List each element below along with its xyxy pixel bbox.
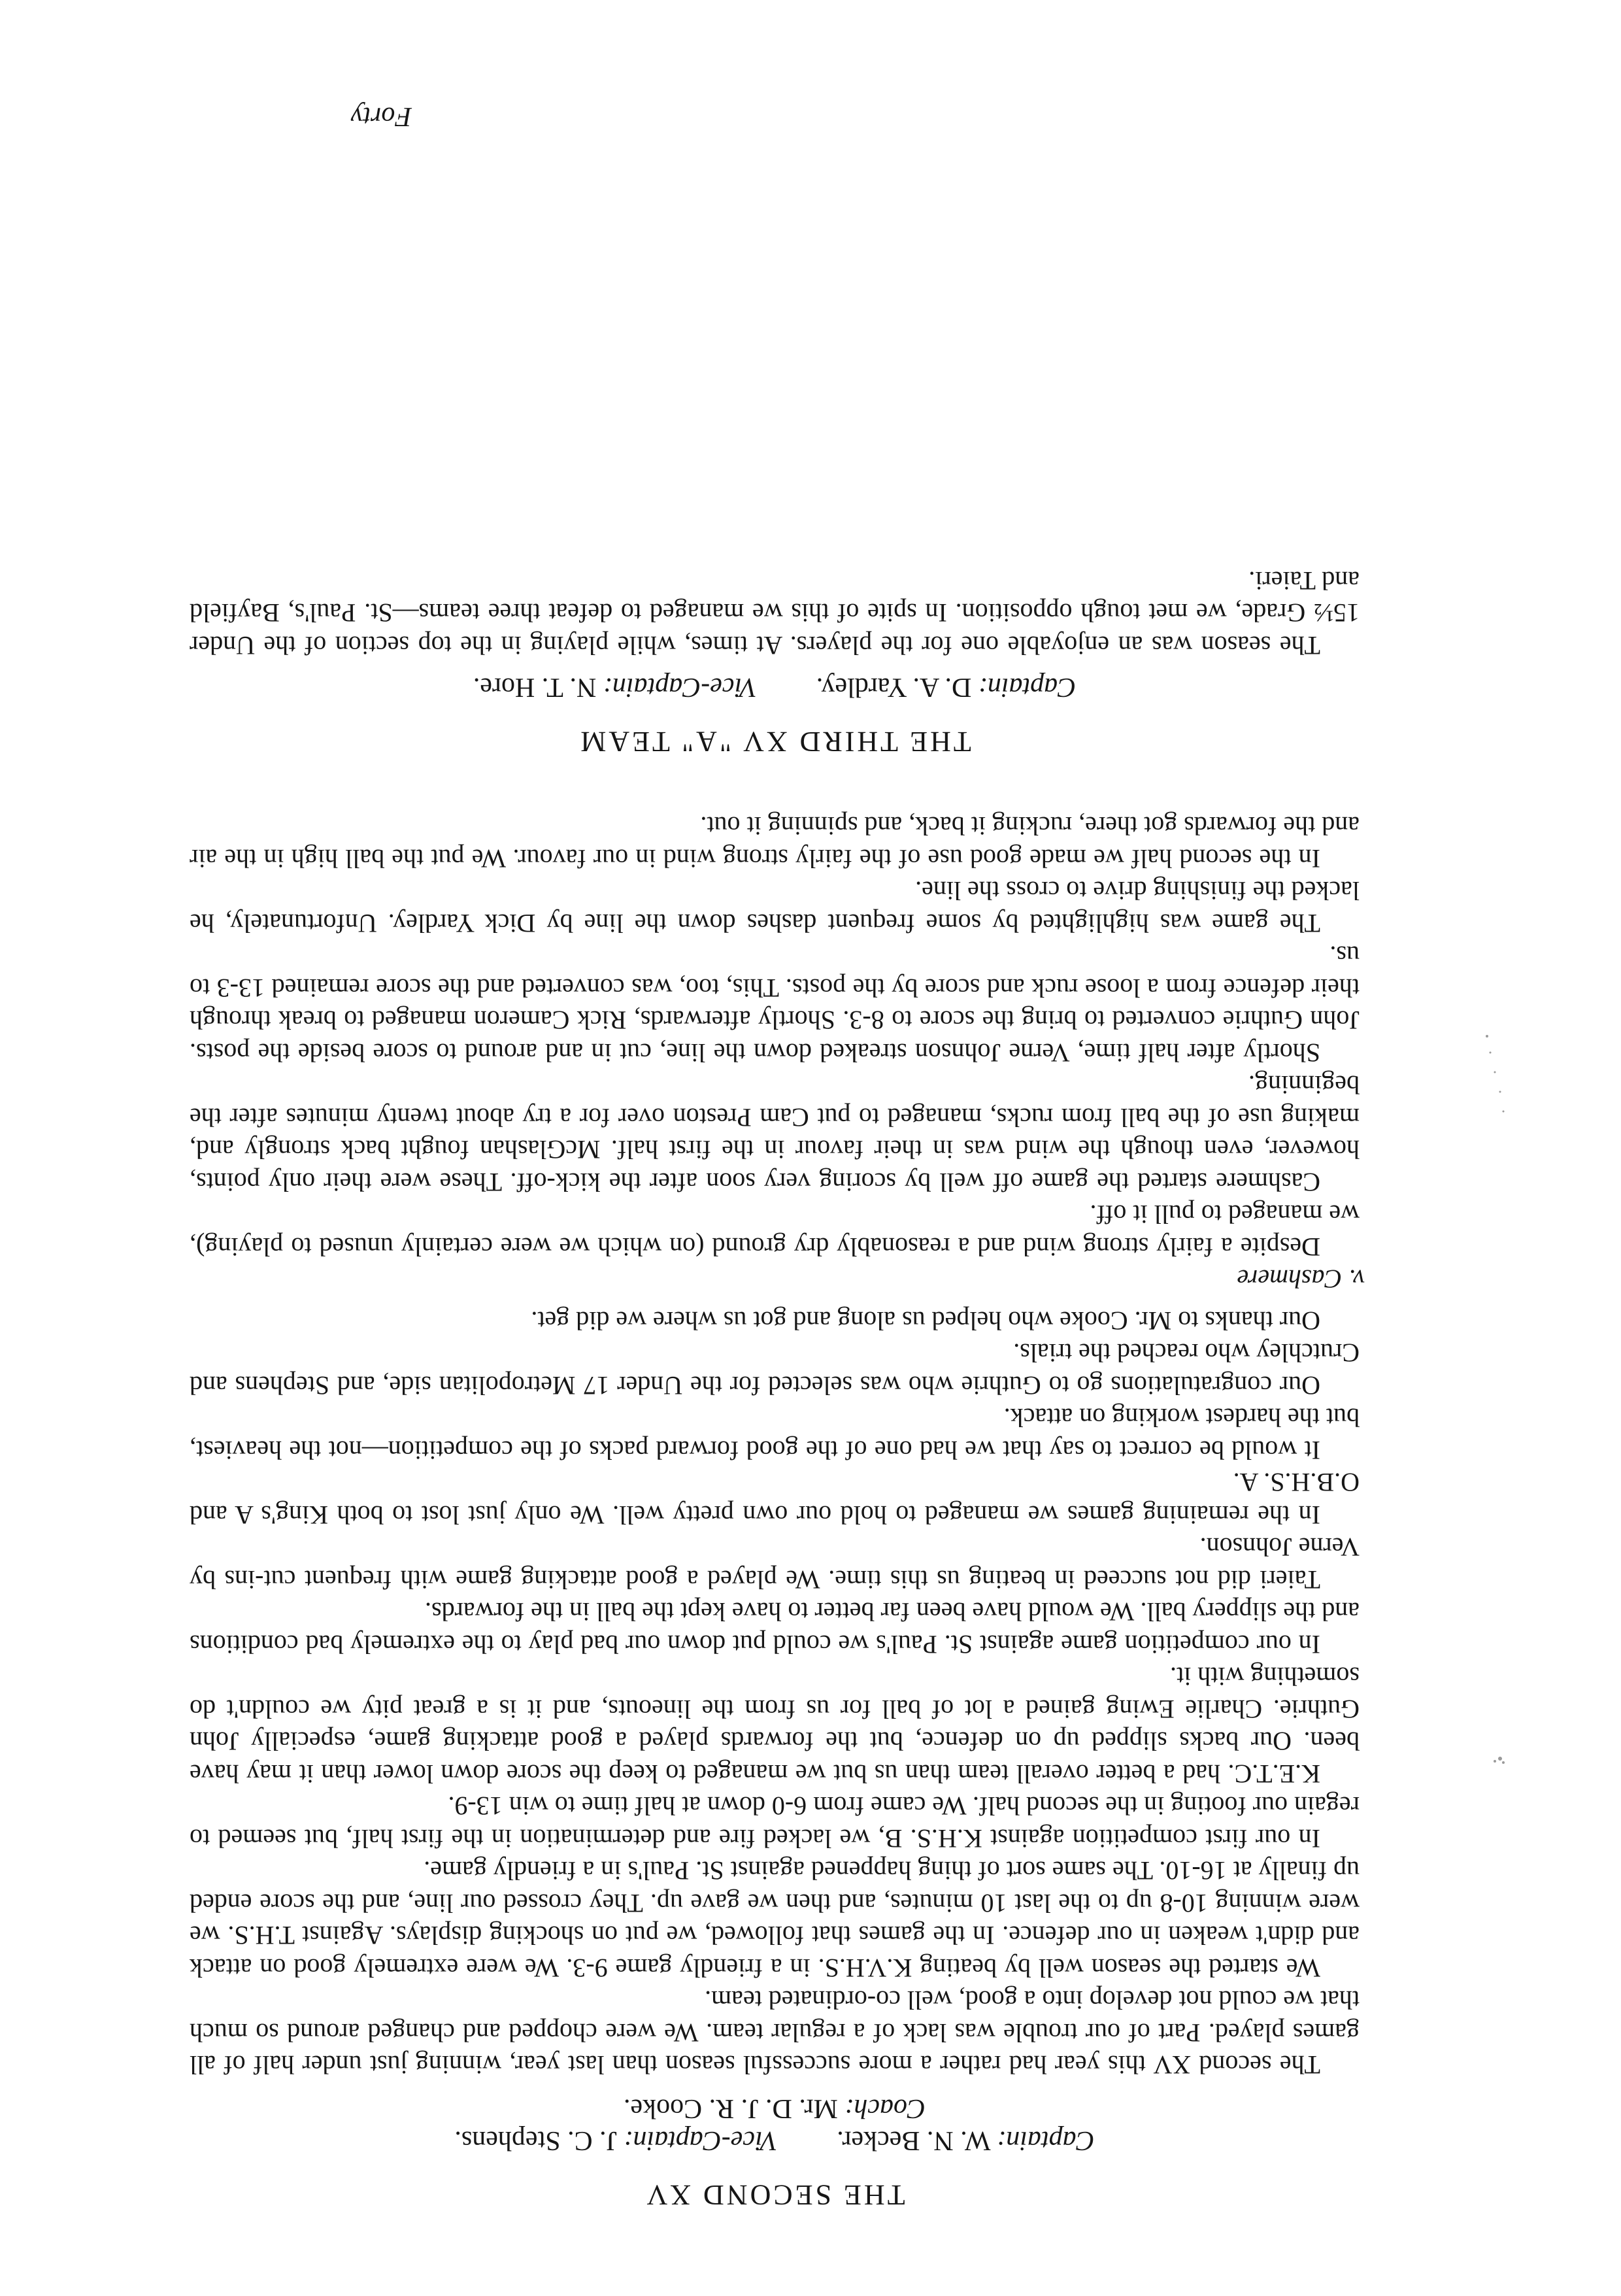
paragraph: K.E.T.C. had a better overall team than us but we managed to keep the score down lower than it may have been. Our backs slipped up on defence, but the forwards played a good attacking game, especially John Guthrie. Charlie Ewing gained a lot of ball for us from the lineouts, and it is a great pity we couldn't do something with it. xyxy=(190,1662,1360,1789)
scan-speck xyxy=(1498,1757,1502,1761)
match-paragraph: Shortly after half time, Verne Johnson streaked down the line, cut in and around to score beside the posts. John Guthrie converted to bring the score to 8-3. Shortly afterwards, Rick Cameron managed to break through their defence from a loose ruck and score by the posts. This, too, was converted and the score remained 13-3 to us. xyxy=(190,941,1360,1068)
paragraph: The season was an enjoyable one for the players. At times, while playing in the top section of the Under 15½ Grade, we met tough opposition. In spite of this we managed to defeat three teams—St. Paul's, Bayfield and Taieri. xyxy=(190,566,1360,660)
captain-label: Captain: xyxy=(978,672,1077,703)
match-paragraph: Despite a fairly strong wind and a reasonably dry ground (on which we were certainly unused to playing), we managed to pull it off. xyxy=(190,1200,1360,1262)
scan-speck xyxy=(1494,1072,1496,1073)
paragraph: Our congratulations go to Guthrie who was selected for the Under 17 Metropolitan side, and Stephens and Crutchley who reached the trials. xyxy=(190,1338,1360,1400)
vice-captain-label: Vice-Captain: xyxy=(624,2125,778,2156)
paragraph: In our competition game against St. Paul's we could put down our bad play to the extremely bad conditions and the slippery ball. We would have been far better to have kept the ball in the forwards. xyxy=(190,1597,1360,1659)
paragraph: In our first competition against K.H.S. B, we lacked fire and determination in the first half, but seemed to regain our footing in the second half. We came from 6-0 down at half time to win 13-9. xyxy=(190,1791,1360,1853)
scan-speck xyxy=(1490,1052,1492,1054)
match-paragraph: In the second half we made good use of the fairly strong wind in our favour. We put the ball high in the air and the forwards got there, rucking it back, and spinning it out. xyxy=(190,811,1360,873)
vice-captain-name: J. C. Stephens. xyxy=(454,2125,617,2156)
page-number: Forty xyxy=(350,101,412,131)
vice-captain-label: Vice-Captain: xyxy=(603,672,757,703)
paragraph: It would be correct to say that we had one of the good forward packs of the competition—not the heaviest, but the hardest working on attack. xyxy=(190,1403,1360,1465)
match-paragraph: The game was highlighted by some frequent dashes down the line by Dick Yardley. Unfortunately, he lacked the finishing drive to cross the line. xyxy=(190,876,1360,938)
paragraph: The second XV this year had rather a more successful season than last year, winning just under half of all games played. Part of our trouble was lack of a regular team. We were chopped and changed around so much that we could not develop into a good, well co-ordinated team. xyxy=(190,1985,1360,2080)
paragraph: Our thanks to Mr. Cooke who helped us along and got us where we did get. xyxy=(531,1306,1320,1336)
scan-speck xyxy=(1503,1111,1505,1113)
captain-name: W. N. Becker. xyxy=(837,2125,991,2156)
scan-speck xyxy=(1486,1035,1488,1038)
match-paragraph: Cashmere started the game off well by scoring very soon after the kick-off. These were their only points, however, even though the wind was in their favour in the first half. McGlashan fought back strongly and, making use of the ball from rucks, managed to put Cam Preston over for a try about twenty minutes after the beginning. xyxy=(190,1070,1360,1197)
paragraph: In the remaining games we managed to hold our own pretty well. We only just lost to both King's A and O.B.H.S. A. xyxy=(190,1468,1360,1530)
paragraph: We started the season well by beating K.V.H.S. in a friendly game 9-3. We were extremely good on attack and didn't weaken in our defence. In the games that followed, we put on shocking displays. Against T.H.S. we were winning 10-8 up to the last 10 minutes, and then we gave up. They crossed our line, and the score ended up finally at 16-10. The same sort of thing happened against St. Paul's in a friendly game. xyxy=(190,1856,1360,1983)
scan-speck xyxy=(1494,1760,1496,1763)
scan-speck xyxy=(1499,1091,1501,1093)
vice-captain-name: N. T. Hore. xyxy=(473,672,597,703)
match-heading: v. Cashmere xyxy=(1237,1264,1365,1294)
section-title-third-xv: THE THIRD XV "A" TEAM xyxy=(578,726,971,758)
captain-label: Captain: xyxy=(997,2125,1095,2156)
scan-speck xyxy=(1502,1761,1505,1764)
paragraph: Taieri did not succeed in beating us this time. We played a good attacking game with frequent cut-ins by Verne Johnson. xyxy=(190,1532,1360,1595)
coach-name: Mr. D. J. R. Cooke. xyxy=(624,2093,838,2123)
coach-label: Coach: xyxy=(844,2093,926,2123)
captain-name: D. A. Yardley. xyxy=(816,672,972,703)
section-title-second-xv: THE SECOND XV xyxy=(644,2179,905,2211)
